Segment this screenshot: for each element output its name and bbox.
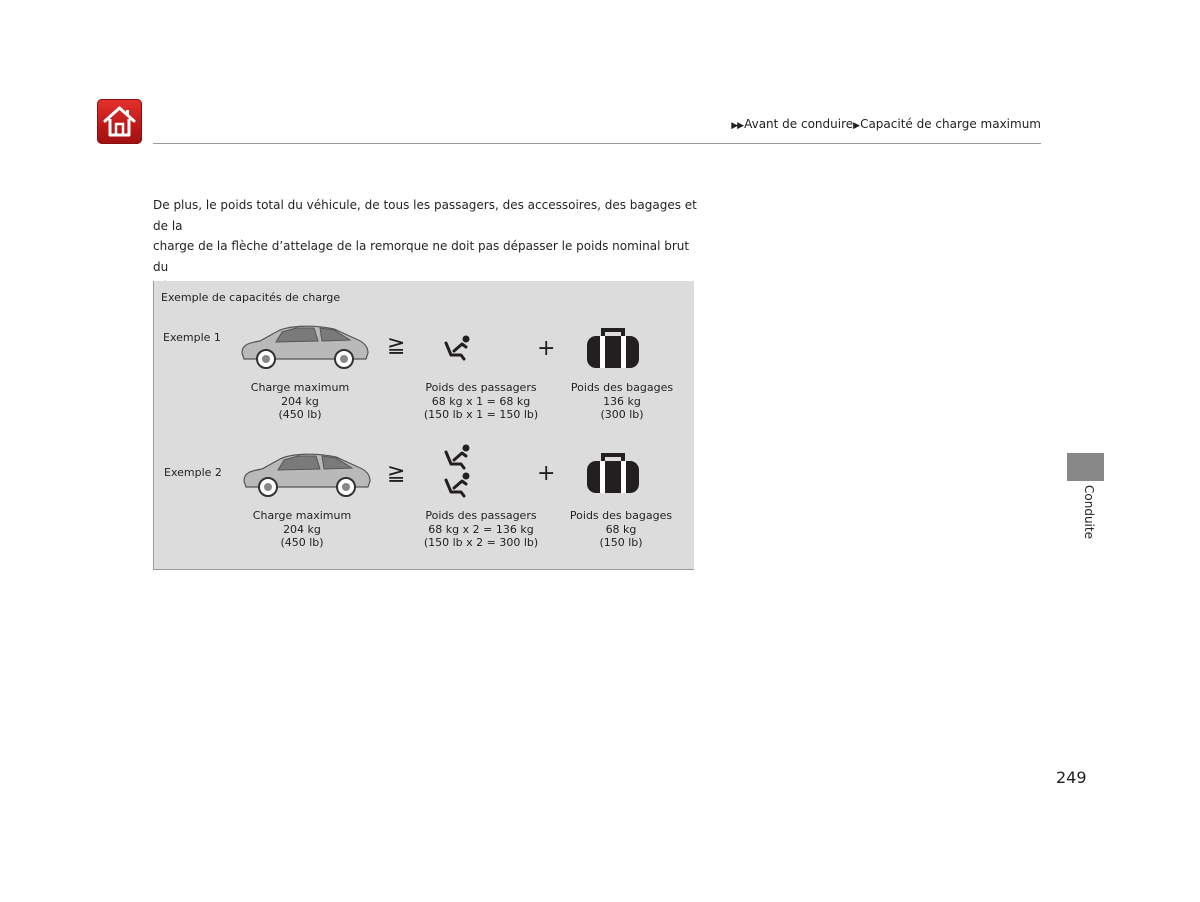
section-tab-marker[interactable] <box>1067 453 1104 481</box>
example-1-label: Exemple 1 <box>163 331 221 344</box>
plus-symbol: + <box>537 336 556 361</box>
passenger-seat-icon <box>444 335 472 361</box>
plus-symbol: + <box>537 461 556 486</box>
breadcrumb-arrow-icon: ▶ <box>853 121 860 131</box>
car-icon <box>240 451 372 497</box>
greater-equal-symbol: ≧ <box>387 461 406 486</box>
passenger-seat-icon <box>444 472 472 498</box>
value-kg: 204 kg <box>283 522 321 536</box>
luggage-icon <box>586 327 640 369</box>
value-label: Charge maximum <box>252 509 352 522</box>
value-lb: (450 lb) <box>280 536 324 549</box>
section-tab-label: Conduite <box>1082 485 1096 539</box>
home-icon <box>102 105 137 138</box>
value-kg: 68 kg x 2 = 136 kg <box>428 522 534 536</box>
value-lb: (300 lb) <box>600 408 644 421</box>
value-kg: 204 kg <box>281 394 319 408</box>
value-label: Poids des bagages <box>569 509 673 522</box>
example-2-label: Exemple 2 <box>164 466 222 479</box>
figure-title: Exemple de capacités de charge <box>161 291 341 304</box>
value-kg: 68 kg x 1 = 68 kg <box>431 394 531 408</box>
luggage-icon <box>586 452 640 494</box>
value-label: Poids des passagers <box>425 509 537 522</box>
value-lb: (150 lb) <box>599 536 643 549</box>
value-lb: (450 lb) <box>278 408 322 421</box>
body-line: charge de la flèche d’attelage de la remorque ne doit pas dépasser le poids nominal brut du <box>153 239 690 274</box>
car-icon <box>238 323 370 369</box>
breadcrumb-item-capacite[interactable]: Capacité de charge maximum <box>860 117 1041 131</box>
luggage-weight-column <box>552 381 692 422</box>
value-kg: 136 kg <box>603 394 641 408</box>
passenger-weight-column <box>411 509 551 550</box>
passenger-weight-column <box>411 381 551 422</box>
header-divider <box>153 143 1041 144</box>
passenger-seat-icon <box>444 444 472 470</box>
breadcrumb-item-avant-de-conduire[interactable]: Avant de conduire <box>744 117 854 131</box>
luggage-weight-column <box>551 509 691 550</box>
load-capacity-figure <box>153 281 694 570</box>
greater-equal-symbol: ≧ <box>387 333 406 358</box>
home-button[interactable] <box>97 99 142 144</box>
value-lb: (150 lb x 2 = 300 lb) <box>423 536 539 549</box>
breadcrumb <box>731 117 1041 131</box>
body-line: De plus, le poids total du véhicule, de tous les passagers, des accessoires, des bagages et de la <box>153 198 697 233</box>
value-label: Poids des passagers <box>425 381 537 394</box>
value-label: Charge maximum <box>250 381 350 394</box>
max-charge-column <box>232 509 372 550</box>
value-lb: (150 lb x 1 = 150 lb) <box>423 408 539 421</box>
page-number: 249 <box>1056 768 1087 787</box>
value-kg: 68 kg <box>605 522 637 536</box>
breadcrumb-arrow-icon: ▶▶ <box>731 121 744 131</box>
max-charge-column <box>230 381 370 422</box>
value-label: Poids des bagages <box>570 381 674 394</box>
